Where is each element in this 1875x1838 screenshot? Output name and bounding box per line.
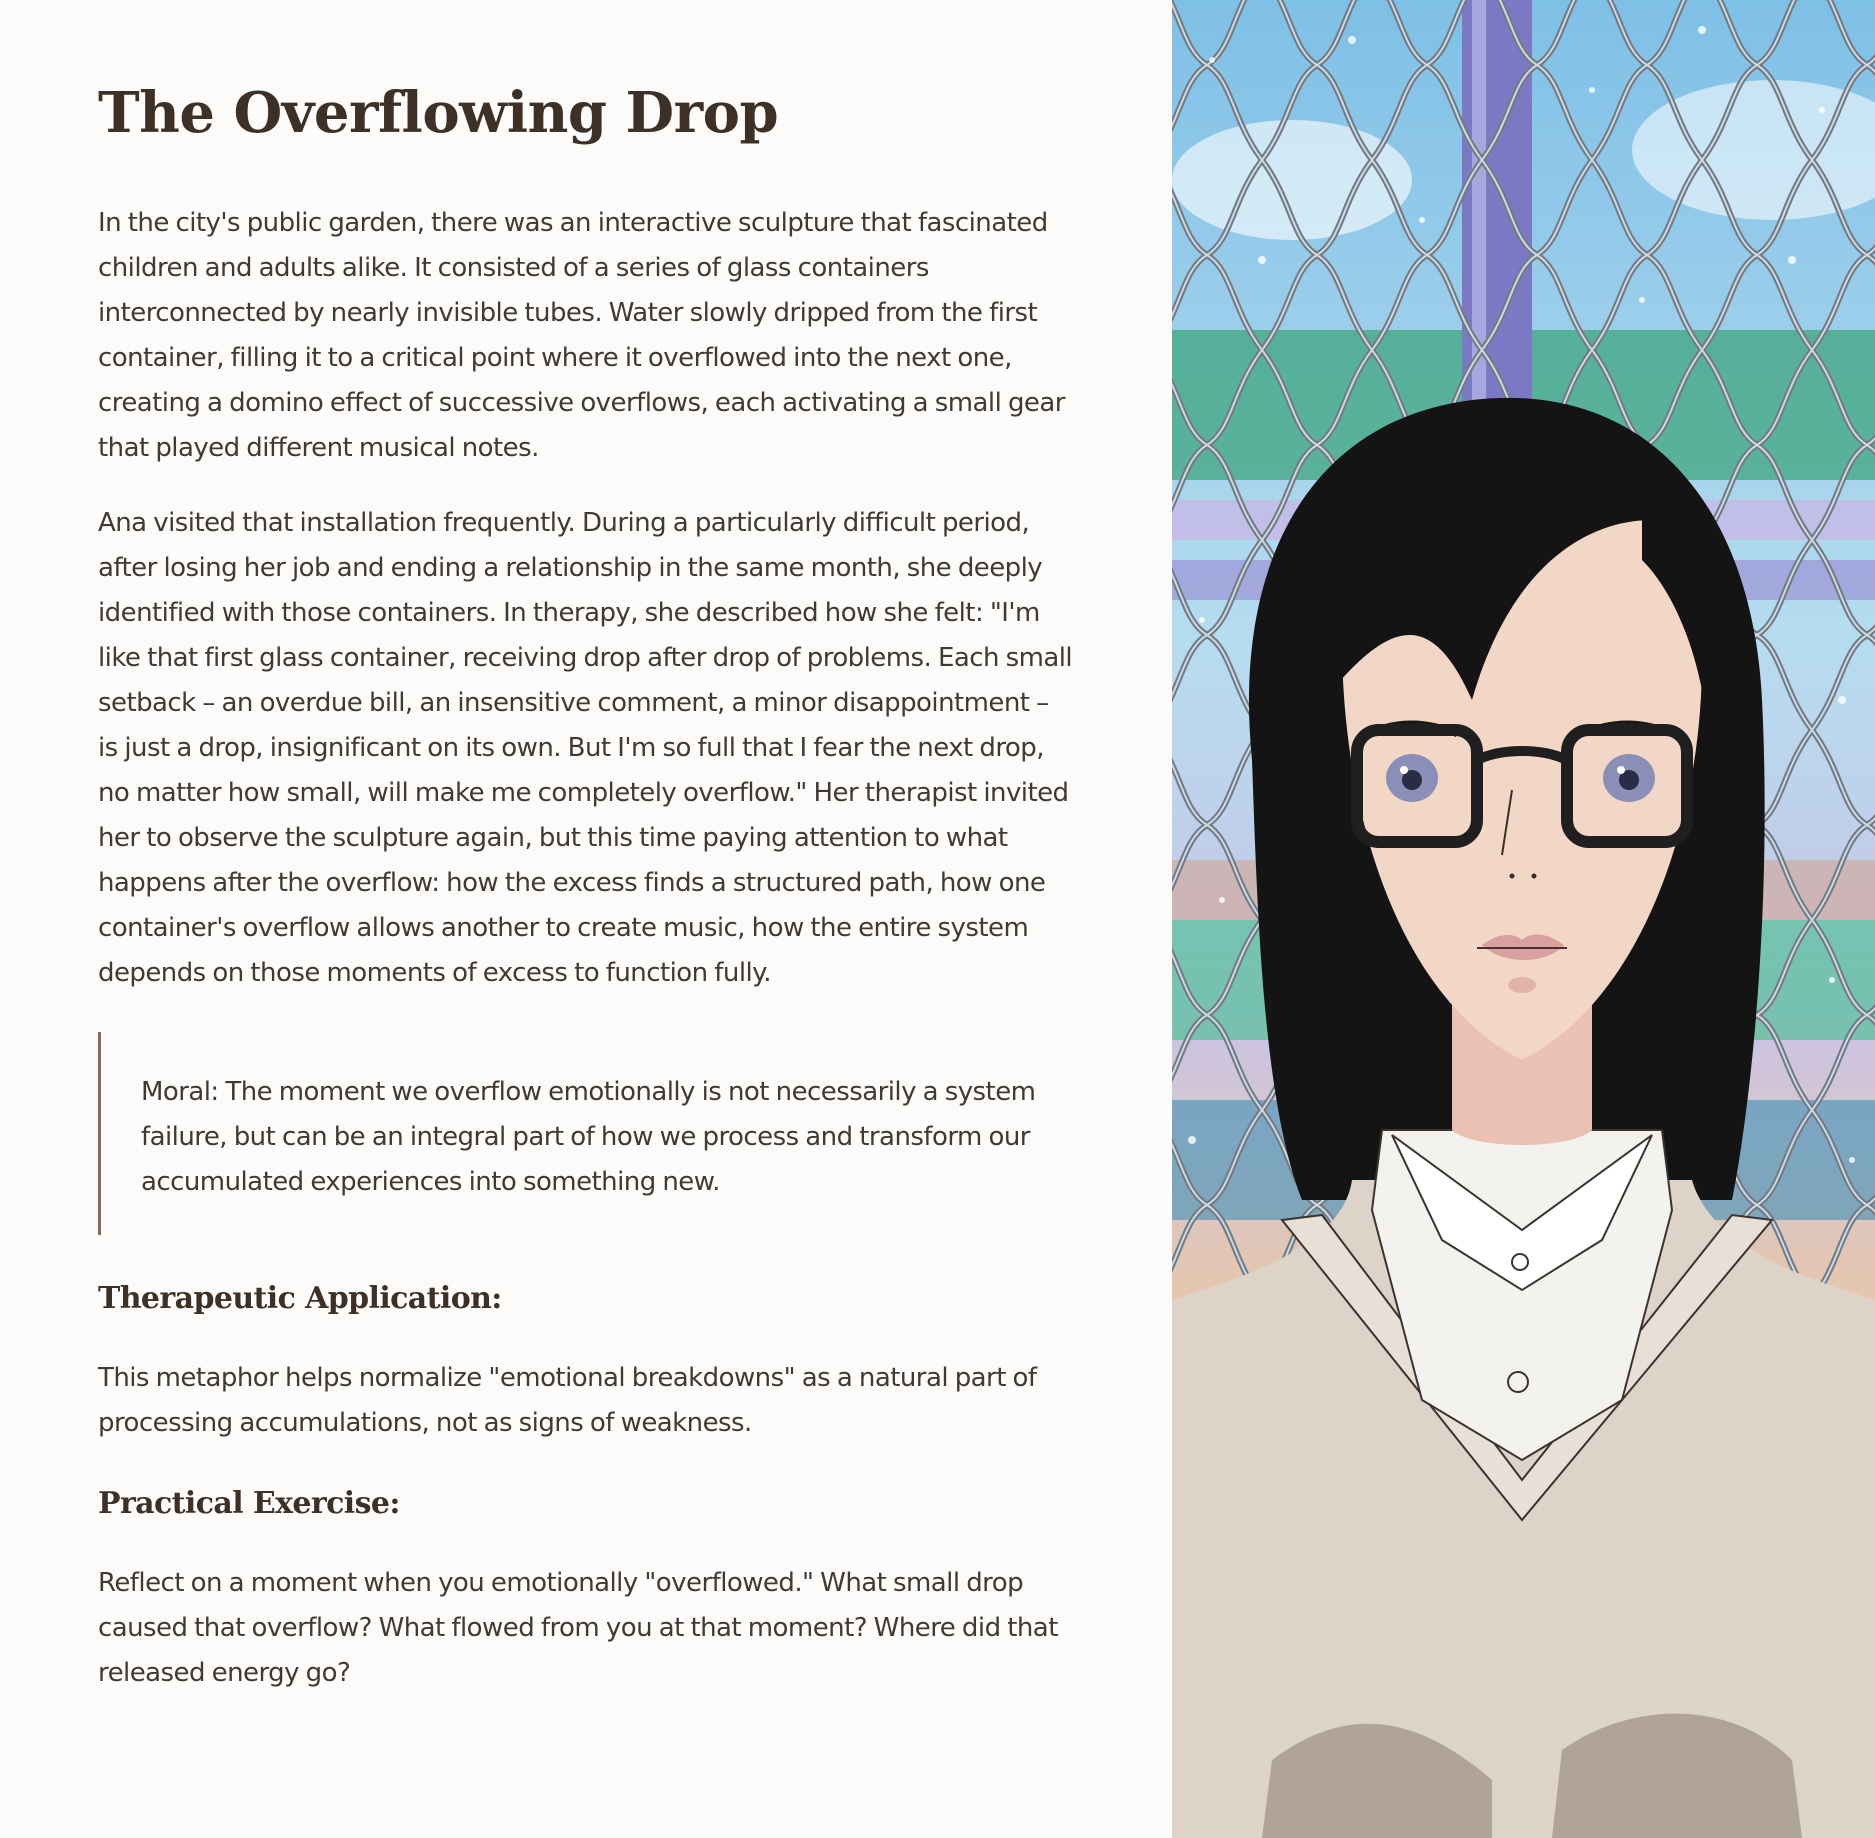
moral-text: Moral: The moment we overflow emotionally is not necessarily a system failure, but can be an integral part of how we process and transform our accumulated experiences into something new.	[141, 1077, 1036, 1198]
page-title: The Overflowing Drop	[98, 80, 779, 146]
woman-with-glasses-illustration	[1172, 0, 1875, 1838]
therapeutic-application-text: This metaphor helps normalize "emotional breakdowns" as a natural part of processing accumulations, not as signs of weakness.	[98, 1363, 1037, 1439]
story-paragraph-2: Ana visited that installation frequently. During a particularly difficult period, after losing her job and ending a relationship in the same month, she deeply identified with those containers. In therapy, she described how she felt: "I'm like that first glass container, receiving drop after drop of problems. Each small setback – an overdue bill, an insensitive comment, a minor disappointment – is just a drop, insignificant on its own. But I'm so full that I fear the next drop, no matter how small, will make me completely overflow." Her therapist invited her to observe the sculpture again, but this time paying attention to what happens after the overflow: how the excess finds a structured path, how one container's overflow allows another to create music, how the entire system depends on those moments of excess to function fully.	[98, 508, 1073, 989]
practical-exercise-heading: Practical Exercise:	[98, 1486, 400, 1522]
story-paragraph-1: In the city's public garden, there was an interactive sculpture that fascinated children and adults alike. It consisted of a series of glass containers interconnected by nearly invisible tubes. Water slowly dripped from the first container, filling it to a critical point where it overflowed into the next one, creating a domino effect of successive overflows, each activating a small gear that played different musical notes.	[98, 208, 1065, 464]
moral-blockquote	[98, 1032, 1074, 1235]
illustration-panel	[1172, 0, 1875, 1838]
practical-exercise-text: Reflect on a moment when you emotionally "overflowed." What small drop caused that overflow? What flowed from you at that moment? Where did that released energy go?	[98, 1568, 1058, 1689]
therapeutic-application-heading: Therapeutic Application:	[98, 1281, 502, 1317]
